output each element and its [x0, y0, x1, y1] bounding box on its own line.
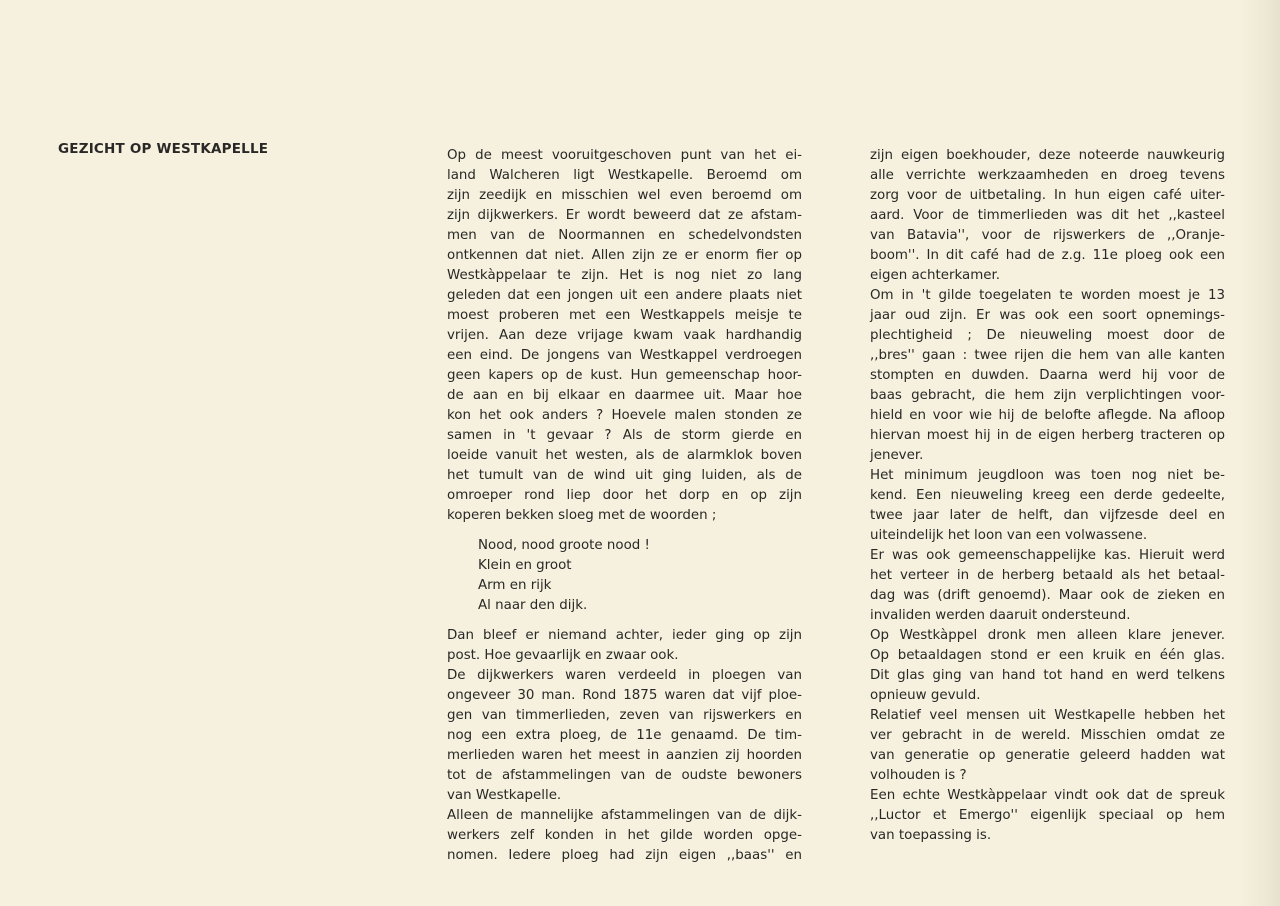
text-line: Arm en rijk	[478, 578, 552, 593]
text-line: post. Hoe gevaarlijk en zwaar ook.	[447, 648, 679, 663]
text-line: nomen. Iedere ploeg had zijn eigen ,,baas'' en	[447, 848, 802, 863]
text-line: gen van timmerlieden, zeven van rijswerkers en	[447, 708, 802, 723]
text-line: Er was ook gemeenschappelijke kas. Hieruit werd	[870, 548, 1225, 563]
text-line: geen kapers op de kust. Hun gemeenschap hoor-	[447, 368, 802, 383]
text-line: van generatie op generatie geleerd hadden wat	[870, 748, 1225, 763]
text-line: ontkennen dat niet. Allen zijn ze er enorm fier op	[447, 248, 802, 263]
text-line: kend. Een nieuweling kreeg een derde gedeelte,	[870, 488, 1225, 503]
text-line: zorg voor de uitbetaling. In hun eigen café uiter-	[870, 188, 1225, 203]
text-line: alle verrichte werkzaamheden en droeg tevens	[870, 168, 1225, 183]
text-line: Dan bleef er niemand achter, ieder ging op zijn	[447, 628, 802, 643]
text-line: Om in 't gilde toegelaten te worden moest je 13	[870, 288, 1225, 303]
text-line: het tumult van de wind uit ging luiden, als de	[447, 468, 802, 483]
text-line: ,,Luctor et Emergo'' eigenlijk speciaal op hem	[870, 808, 1225, 823]
text-line: tot de afstammelingen van de oudste bewoners	[447, 768, 802, 783]
text-line: aard. Voor de timmerlieden was dit het ,,kasteel	[870, 208, 1225, 223]
text-line: jenever.	[870, 448, 924, 463]
paragraph-intro	[447, 146, 802, 526]
verse-block	[447, 536, 802, 616]
text-line: invaliden werden daaruit ondersteund.	[870, 608, 1131, 623]
text-line: vrijen. Aan deze vrijage kwam vaak hardhandig	[447, 328, 802, 343]
text-line: merlieden waren het meest in aanzien zij hoorden	[447, 748, 802, 763]
text-line: eigen achterkamer.	[870, 268, 1001, 283]
text-line: opnieuw gevuld.	[870, 688, 981, 703]
text-line: boom''. In dit café had de z.g. 11e ploeg ook een	[870, 248, 1225, 263]
text-line: kon het ook anders ? Hoevele malen stonden ze	[447, 408, 802, 423]
text-line: Een echte Westkàppelaar vindt ook dat de spreuk	[870, 788, 1225, 803]
text-line: zijn zeedijk en misschien wel even beroemd om	[447, 188, 802, 203]
text-line: land Walcheren ligt Westkapelle. Beroemd om	[447, 168, 802, 183]
text-line: het verteer in de herberg betaald als het betaal-	[870, 568, 1225, 583]
text-line: een eind. De jongens van Westkappel verdroegen	[447, 348, 802, 363]
text-line: hield en voor wie hij de belofte aflegde. Na afloop	[870, 408, 1225, 423]
text-line: van toepassing is.	[870, 828, 992, 843]
text-line: werkers zelf konden in het gilde worden opge-	[447, 828, 802, 843]
text-line: uiteindelijk het loon van een volwassene.	[870, 528, 1148, 543]
text-line: Op de meest vooruitgeschoven punt van het ei-	[447, 148, 802, 163]
text-line: volhouden is ?	[870, 768, 967, 783]
text-line: stompten en duwden. Daarna werd hij voor de	[870, 368, 1225, 383]
text-line: Al naar den dijk.	[478, 598, 588, 613]
text-line: ver gebracht in de wereld. Misschien omdat ze	[870, 728, 1225, 743]
text-line: Alleen de mannelijke afstammelingen van de dijk-	[447, 808, 802, 823]
text-line: Dit glas ging van hand tot hand en werd telkens	[870, 668, 1225, 683]
text-line: van Westkapelle.	[447, 788, 562, 803]
text-line: geleden dat een jongen uit een andere plaats niet	[447, 288, 802, 303]
text-line: Op Westkàppel dronk men alleen klare jenever.	[870, 628, 1225, 643]
text-line: moest proberen met een Westkappels meisje te	[447, 308, 802, 323]
text-line: hiervan moest hij in de eigen herberg tracteren op	[870, 428, 1225, 443]
text-line: Klein en groot	[478, 558, 572, 573]
text-line: van Batavia'', voor de rijswerkers de ,,Oranje-	[870, 228, 1225, 243]
text-line: Nood, nood groote nood !	[478, 538, 650, 553]
text-line: baas gebracht, die hem zijn verplichtingen voor-	[870, 388, 1225, 403]
text-line: De dijkwerkers waren verdeeld in ploegen van	[447, 668, 802, 683]
text-line: jaar oud zijn. Er was ook een soort opnemings-	[870, 308, 1225, 323]
text-line: Het minimum jeugdloon was toen nog niet be-	[870, 468, 1225, 483]
text-line: omroeper rond liep door het dorp en op zijn	[447, 488, 802, 503]
page-edge-shadow	[1240, 0, 1280, 906]
text-column-left	[447, 146, 802, 866]
text-line: dag was (drift genoemd). Maar ook de zieken en	[870, 588, 1225, 603]
text-line: nog een extra ploeg, de 11e genaamd. De tim-	[447, 728, 802, 743]
text-line: ongeveer 30 man. Rond 1875 waren dat vijf ploe-	[447, 688, 802, 703]
text-line: de aan en bij elkaar en daarmee uit. Maar hoe	[447, 388, 802, 403]
text-line: loeide vanuit het westen, als de alarmklok boven	[447, 448, 802, 463]
text-column-right	[870, 146, 1225, 846]
text-line: plechtigheid ; De nieuweling moest door de	[870, 328, 1225, 343]
text-line: ,,bres'' gaan : twee rijen die hem van alle kanten	[870, 348, 1225, 363]
text-line: twee jaar later de helft, dan vijfzesde deel en	[870, 508, 1225, 523]
text-line: Relatief veel mensen uit Westkapelle hebben het	[870, 708, 1225, 723]
text-line: Westkàppelaar te zijn. Het is nog niet zo lang	[447, 268, 802, 283]
paragraph-dijkwerkers	[447, 626, 802, 866]
text-line: samen in 't gevaar ? Als de storm gierde en	[447, 428, 802, 443]
text-line: Op betaaldagen stond er een kruik en één glas.	[870, 648, 1225, 663]
page-title: GEZICHT OP WESTKAPELLE	[58, 141, 269, 157]
text-line: zijn dijkwerkers. Er wordt beweerd dat ze afstam-	[447, 208, 802, 223]
text-line: zijn eigen boekhouder, deze noteerde nauwkeurig	[870, 148, 1225, 163]
text-line: koperen bekken sloeg met de woorden ;	[447, 508, 717, 523]
text-line: men van de Noormannen en schedelvondsten	[447, 228, 802, 243]
